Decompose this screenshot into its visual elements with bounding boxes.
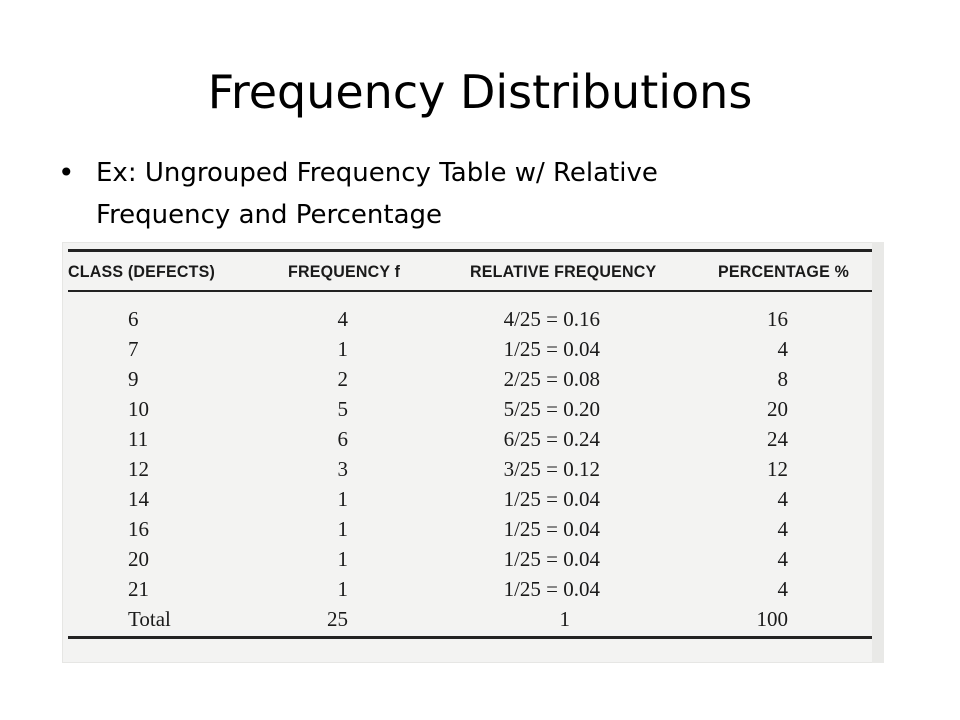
column-header-relative-frequency: RELATIVE FREQUENCY (470, 263, 657, 282)
table-row (62, 394, 872, 424)
cell-total-label: Total (128, 607, 171, 631)
table-row (62, 514, 872, 544)
cell-frequency: 1 (337, 487, 348, 511)
cell-percentage: 4 (777, 337, 788, 361)
table-row (62, 304, 872, 334)
cell-total-percentage: 100 (756, 607, 788, 631)
cell-frequency: 1 (337, 517, 348, 541)
column-header-class: CLASS (DEFECTS) (68, 263, 215, 282)
scan-edge (872, 242, 884, 663)
cell-percentage: 16 (767, 307, 788, 331)
cell-percentage: 4 (777, 547, 788, 571)
table-row (62, 544, 872, 574)
cell-class: 16 (128, 517, 149, 541)
cell-percentage: 8 (777, 367, 788, 391)
cell-total-frequency: 25 (327, 607, 348, 631)
cell-frequency: 1 (337, 547, 348, 571)
cell-frequency: 1 (337, 577, 348, 601)
cell-class: 21 (128, 577, 149, 601)
cell-relative-frequency: 3/25 = 0.12 (503, 457, 600, 481)
cell-relative-frequency: 1/25 = 0.04 (503, 487, 600, 511)
cell-class: 20 (128, 547, 149, 571)
bullet-text (96, 152, 816, 236)
cell-percentage: 12 (767, 457, 788, 481)
table-row (62, 334, 872, 364)
table-top-rule (68, 249, 872, 252)
table-row (62, 454, 872, 484)
cell-relative-frequency: 1/25 = 0.04 (503, 517, 600, 541)
slide-title: Frequency Distributions (207, 65, 753, 119)
cell-percentage: 24 (767, 427, 788, 451)
cell-relative-frequency: 6/25 = 0.24 (503, 427, 600, 451)
cell-class: 10 (128, 397, 149, 421)
cell-frequency: 4 (337, 307, 348, 331)
cell-class: 14 (128, 487, 149, 511)
cell-class: 6 (128, 307, 139, 331)
table-row (62, 574, 872, 604)
frequency-table-image (62, 242, 884, 663)
table-row (62, 424, 872, 454)
bullet-dot-icon: • (58, 156, 75, 189)
cell-relative-frequency: 1/25 = 0.04 (503, 577, 600, 601)
cell-relative-frequency: 4/25 = 0.16 (503, 307, 600, 331)
cell-frequency: 3 (337, 457, 348, 481)
cell-frequency: 1 (337, 337, 348, 361)
table-bottom-rule (68, 636, 872, 639)
cell-percentage: 4 (777, 487, 788, 511)
bullet-text-line-2: Frequency and Percentage (96, 200, 443, 230)
table-row (62, 484, 872, 514)
cell-relative-frequency: 2/25 = 0.08 (503, 367, 600, 391)
bullet-text-line-1: Ex: Ungrouped Frequency Table w/ Relative (96, 158, 658, 188)
cell-percentage: 4 (777, 577, 788, 601)
table-row (62, 364, 872, 394)
cell-class: 7 (128, 337, 139, 361)
cell-frequency: 5 (337, 397, 348, 421)
cell-relative-frequency: 5/25 = 0.20 (503, 397, 600, 421)
cell-percentage: 20 (767, 397, 788, 421)
cell-class: 11 (128, 427, 149, 451)
cell-class: 12 (128, 457, 149, 481)
cell-percentage: 4 (777, 517, 788, 541)
cell-frequency: 2 (337, 367, 348, 391)
cell-relative-frequency: 1/25 = 0.04 (503, 337, 600, 361)
cell-frequency: 6 (337, 427, 348, 451)
cell-relative-frequency: 1/25 = 0.04 (503, 547, 600, 571)
cell-total-relative-frequency: 1 (559, 607, 570, 631)
table-total-row (62, 604, 872, 634)
column-header-frequency: FREQUENCY f (288, 263, 401, 282)
cell-class: 9 (128, 367, 139, 391)
column-header-percentage: PERCENTAGE % (718, 263, 850, 282)
table-header-rule (68, 290, 872, 292)
